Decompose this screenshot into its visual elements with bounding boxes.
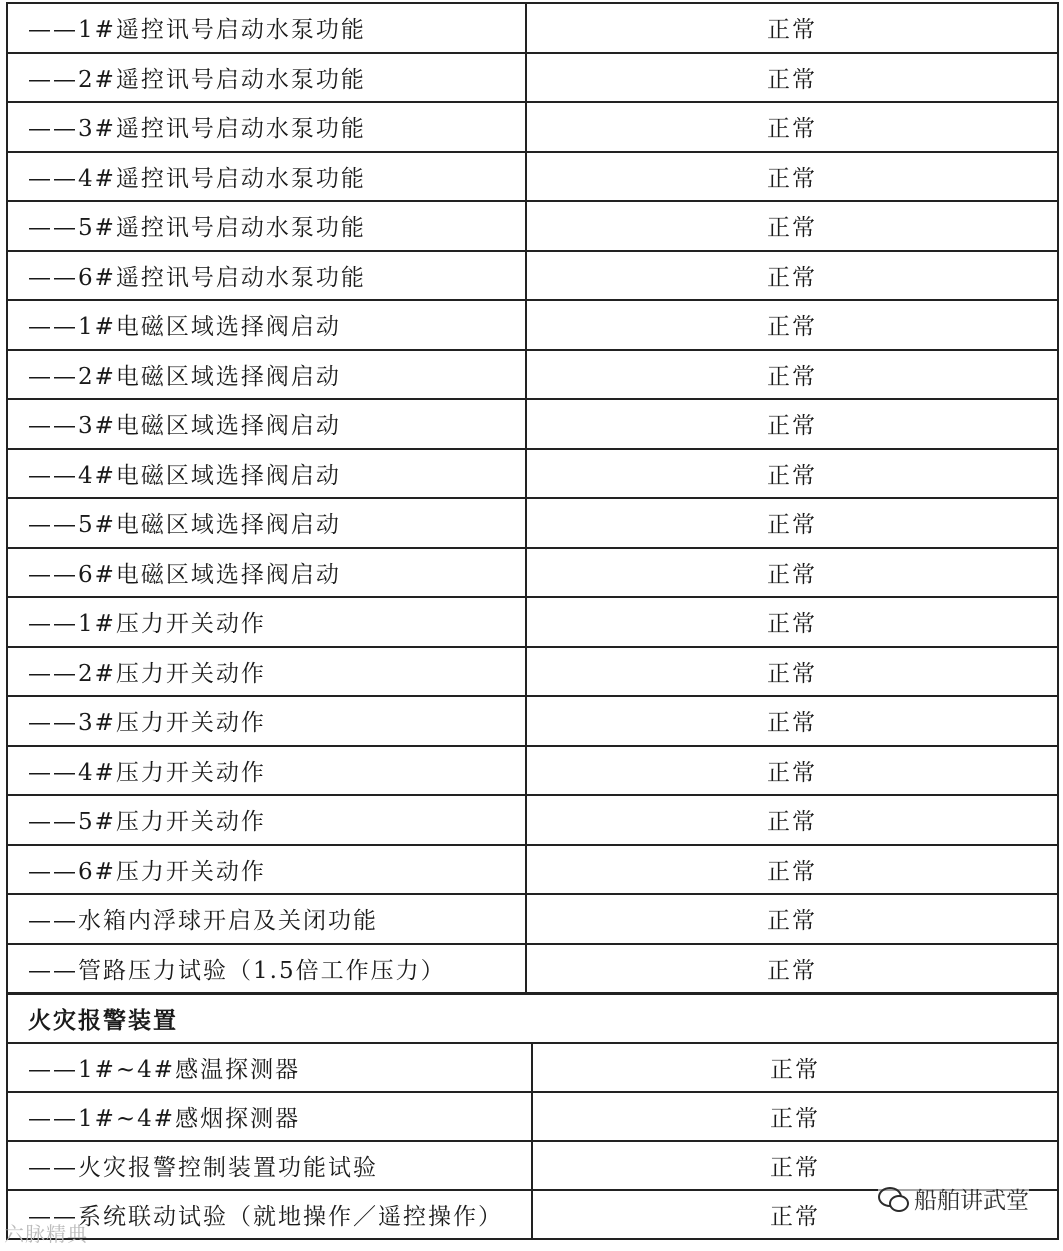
test-result-cell: 正常 <box>526 449 1058 499</box>
test-result-cell: 正常 <box>526 251 1058 301</box>
table-row <box>7 53 1058 103</box>
table-row <box>7 1043 1058 1092</box>
test-result-cell: 正常 <box>526 548 1058 598</box>
test-result-cell: 正常 <box>526 399 1058 449</box>
test-item-cell: ——1#压力开关动作 <box>7 597 526 647</box>
table-row <box>7 399 1058 449</box>
test-result-cell: 正常 <box>526 845 1058 895</box>
test-result-cell: 正常 <box>526 647 1058 697</box>
table-row <box>7 597 1058 647</box>
table-row <box>7 944 1058 994</box>
table-row <box>7 795 1058 845</box>
test-item-cell: ——水箱内浮球开启及关闭功能 <box>7 894 526 944</box>
test-item-cell: ——3#遥控讯号启动水泵功能 <box>7 102 526 152</box>
test-item-cell: ——2#遥控讯号启动水泵功能 <box>7 53 526 103</box>
test-result-cell: 正常 <box>526 102 1058 152</box>
test-item-cell: ——3#压力开关动作 <box>7 696 526 746</box>
test-item-cell: ——2#电磁区域选择阀启动 <box>7 350 526 400</box>
test-item-cell: ——1#~4#感温探测器 <box>7 1043 532 1092</box>
test-item-cell: ——1#~4#感烟探测器 <box>7 1092 532 1141</box>
table-row <box>7 696 1058 746</box>
table-row <box>7 350 1058 400</box>
test-result-cell: 正常 <box>526 53 1058 103</box>
inspection-table-top <box>6 2 1059 994</box>
test-item-cell: ——3#电磁区域选择阀启动 <box>7 399 526 449</box>
section-title: 火灾报警装置 <box>7 994 1058 1043</box>
test-result-cell: 正常 <box>532 1092 1058 1141</box>
table-row <box>7 1092 1058 1141</box>
wechat-watermark <box>878 1182 1029 1215</box>
test-result-cell: 正常 <box>526 3 1058 53</box>
test-result-cell: 正常 <box>526 894 1058 944</box>
test-item-cell: ——5#电磁区域选择阀启动 <box>7 498 526 548</box>
table-row <box>7 251 1058 301</box>
test-result-cell: 正常 <box>526 696 1058 746</box>
table-row <box>7 449 1058 499</box>
test-item-cell: ——6#遥控讯号启动水泵功能 <box>7 251 526 301</box>
table-row <box>7 102 1058 152</box>
test-item-cell: ——1#电磁区域选择阀启动 <box>7 300 526 350</box>
test-result-cell: 正常 <box>526 201 1058 251</box>
table-row <box>7 3 1058 53</box>
wechat-icon <box>878 1187 908 1211</box>
table-row <box>7 845 1058 895</box>
table-row <box>7 647 1058 697</box>
test-item-cell: ——4#电磁区域选择阀启动 <box>7 449 526 499</box>
test-result-cell: 正常 <box>526 795 1058 845</box>
test-item-cell: ——1#遥控讯号启动水泵功能 <box>7 3 526 53</box>
test-result-cell: 正常 <box>526 300 1058 350</box>
table-row <box>7 300 1058 350</box>
test-item-cell: ——火灾报警控制装置功能试验 <box>7 1141 532 1190</box>
test-item-cell: ——5#压力开关动作 <box>7 795 526 845</box>
corner-watermark: 六脉精典 <box>4 1222 88 1246</box>
test-result-cell: 正常 <box>526 350 1058 400</box>
test-item-cell: ——系统联动试验（就地操作／遥控操作） <box>7 1190 532 1239</box>
test-item-cell: ——6#电磁区域选择阀启动 <box>7 548 526 598</box>
test-result-cell: 正常 <box>526 498 1058 548</box>
table-row <box>7 894 1058 944</box>
watermark-text: 船舶讲武堂 <box>914 1188 1029 1214</box>
table-row <box>7 498 1058 548</box>
test-result-cell: 正常 <box>526 152 1058 202</box>
test-item-cell: ——4#遥控讯号启动水泵功能 <box>7 152 526 202</box>
test-item-cell: ——4#压力开关动作 <box>7 746 526 796</box>
test-result-cell: 正常 <box>526 944 1058 994</box>
section-header-row <box>7 994 1058 1043</box>
table-row <box>7 548 1058 598</box>
table-row <box>7 746 1058 796</box>
test-item-cell: ——6#压力开关动作 <box>7 845 526 895</box>
test-result-cell: 正常 <box>526 746 1058 796</box>
table-row <box>7 152 1058 202</box>
table-row <box>7 201 1058 251</box>
test-item-cell: ——2#压力开关动作 <box>7 647 526 697</box>
test-result-cell: 正常 <box>532 1190 1058 1239</box>
test-result-cell: 正常 <box>532 1043 1058 1092</box>
test-result-cell: 正常 <box>526 597 1058 647</box>
test-item-cell: ——5#遥控讯号启动水泵功能 <box>7 201 526 251</box>
test-result-cell: 正常 <box>532 1141 1058 1190</box>
test-item-cell: ——管路压力试验（1.5倍工作压力） <box>7 944 526 994</box>
